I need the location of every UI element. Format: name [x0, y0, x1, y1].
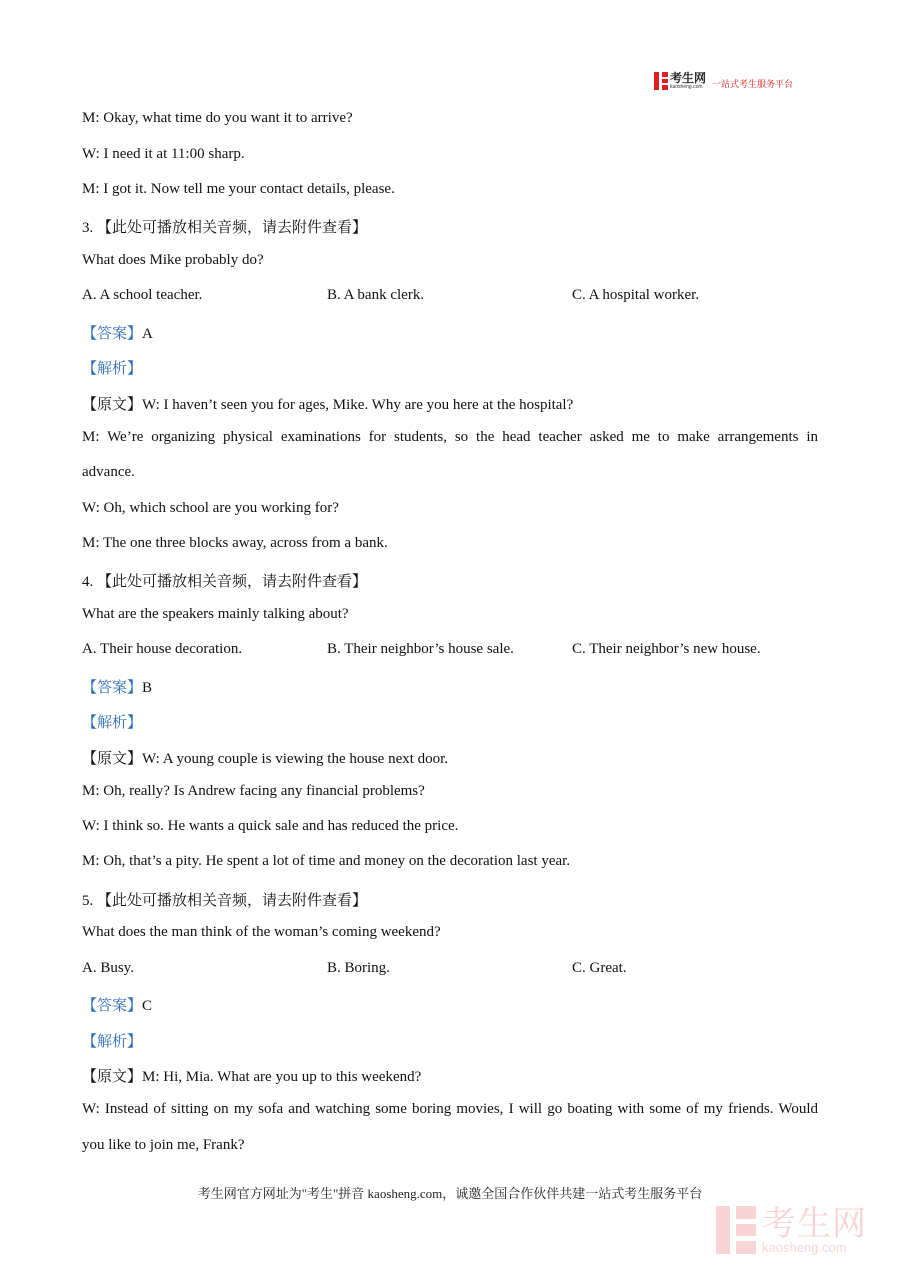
- q4-option-c: C. Their neighbor’s new house.: [572, 641, 761, 657]
- answer-value: A: [142, 326, 153, 342]
- analysis-tag: 【解析】: [82, 1034, 143, 1050]
- q5-option-b: B. Boring.: [327, 960, 390, 976]
- transcript-tag: 【原文】: [82, 751, 143, 767]
- transcript-text: M: Hi, Mia. What are you up to this weekend?: [142, 1069, 422, 1085]
- q5-option-a: A. Busy.: [82, 960, 134, 976]
- kaosheng-logo-icon: [654, 72, 668, 90]
- answer-value: C: [142, 998, 153, 1014]
- dialogue-line: M: The one three blocks away, across from a bank.: [82, 535, 388, 551]
- analysis-tag: 【解析】: [82, 715, 143, 731]
- transcript-tag: 【原文】: [82, 1069, 143, 1085]
- q4-answer: [82, 676, 152, 697]
- watermark-cn: 考生网: [762, 1203, 867, 1244]
- q3-option-c: C. A hospital worker.: [572, 287, 700, 303]
- watermark: [716, 1203, 867, 1255]
- dialogue-line: you like to join me, Frank?: [82, 1137, 245, 1153]
- dialogue-line: W: I think so. He wants a quick sale and has reduced the price.: [82, 818, 459, 834]
- page-footer: 考生网官方网址为"考生"拼音 kaosheng.com，诚邀全国合作伙伴共建一站式考生服务平台: [197, 1186, 703, 1201]
- header-logo: [654, 72, 793, 90]
- q3-analysis: [82, 357, 142, 378]
- dialogue-line: W: Oh, which school are you working for?: [82, 500, 339, 516]
- q3-option-a: A. A school teacher.: [82, 287, 203, 303]
- q5-analysis: [82, 1030, 142, 1051]
- q3-option-b: B. A bank clerk.: [327, 287, 425, 303]
- watermark-en: kaosheng.com: [762, 1239, 847, 1255]
- dialogue-line: M: We’re organizing physical examinations for students, so the head teacher asked me to make arrangements in: [82, 429, 818, 445]
- question-4-heading: 4. 【此处可播放相关音频，请去附件查看】: [82, 574, 368, 590]
- analysis-tag: 【解析】: [82, 361, 143, 377]
- question-5-stem: What does the man think of the woman’s coming weekend?: [82, 924, 441, 940]
- dialogue-line: W: Instead of sitting on my sofa and watching some boring movies, I will go boating with some of my friends. Would: [82, 1101, 818, 1117]
- dialogue-line: M: Oh, really? Is Andrew facing any financial problems?: [82, 783, 425, 799]
- q4-transcript: [82, 747, 448, 768]
- question-5-heading: 5. 【此处可播放相关音频，请去附件查看】: [82, 893, 368, 909]
- transcript-text: W: I haven’t seen you for ages, Mike. Why are you here at the hospital?: [142, 397, 574, 413]
- q4-option-a: A. Their house decoration.: [82, 641, 243, 657]
- dialogue-line: M: I got it. Now tell me your contact details, please.: [82, 181, 395, 197]
- q3-transcript: [82, 393, 573, 414]
- watermark-logo-icon: [716, 1206, 756, 1254]
- dialogue-line: advance.: [82, 464, 135, 480]
- transcript-tag: 【原文】: [82, 397, 143, 413]
- dialogue-line: M: Oh, that’s a pity. He spent a lot of time and money on the decoration last year.: [82, 853, 571, 869]
- header-slogan: 一站式考生服务平台: [712, 79, 794, 90]
- answer-tag: 【答案】: [82, 326, 143, 342]
- q5-option-c: C. Great.: [572, 960, 627, 976]
- question-4-stem: What are the speakers mainly talking about?: [82, 606, 349, 622]
- logo-domain: kaosheng.com: [670, 84, 703, 90]
- q4-option-b: B. Their neighbor’s house sale.: [327, 641, 514, 657]
- q5-answer: [82, 994, 152, 1015]
- dialogue-line: M: Okay, what time do you want it to arrive?: [82, 110, 353, 126]
- answer-value: B: [142, 680, 153, 696]
- q5-transcript: [82, 1065, 421, 1086]
- question-3-stem: What does Mike probably do?: [82, 252, 264, 268]
- answer-tag: 【答案】: [82, 998, 143, 1014]
- dialogue-line: W: I need it at 11:00 sharp.: [82, 146, 245, 162]
- q4-analysis: [82, 711, 142, 732]
- answer-tag: 【答案】: [82, 680, 143, 696]
- question-3-heading: 3. 【此处可播放相关音频，请去附件查看】: [82, 220, 368, 236]
- transcript-text: W: A young couple is viewing the house next door.: [142, 751, 449, 767]
- logo-name: 考生网: [670, 71, 707, 85]
- q3-answer: [82, 322, 153, 343]
